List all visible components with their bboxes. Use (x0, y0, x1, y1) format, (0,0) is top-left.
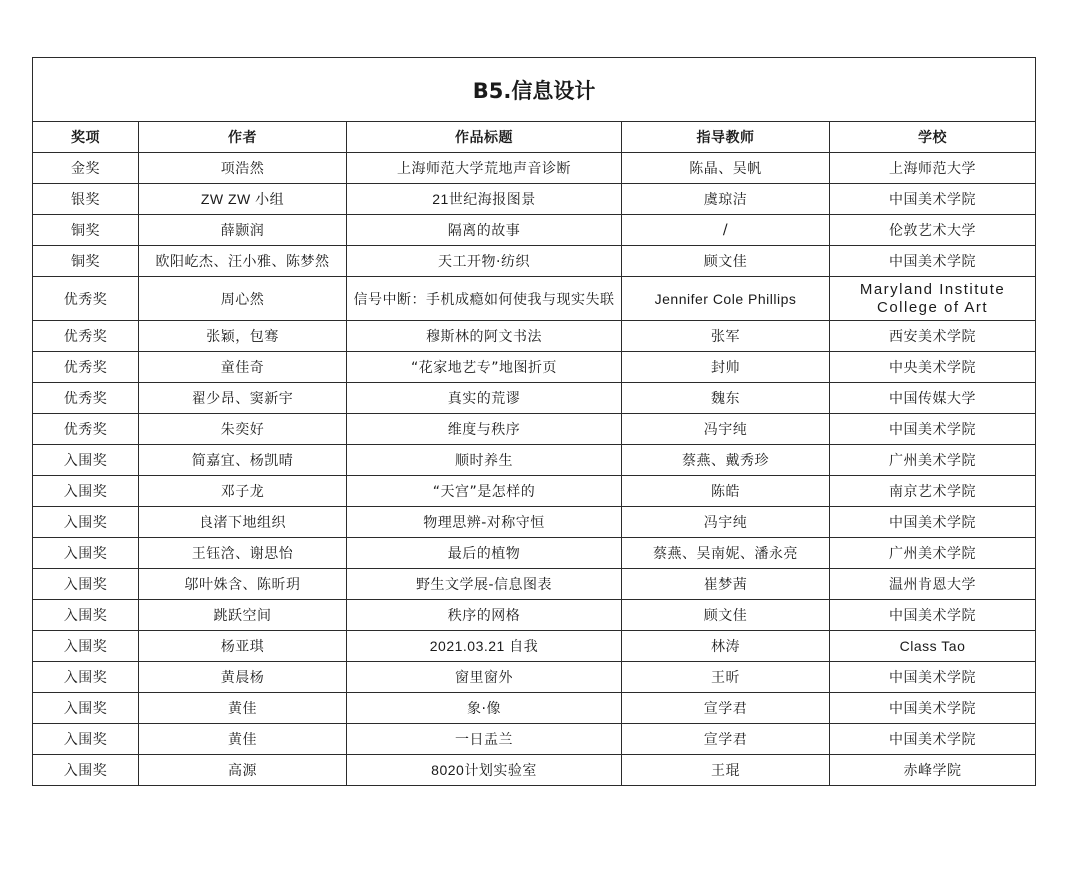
advisor-cell: 林涛 (622, 631, 830, 662)
advisor-cell: 冯宇纯 (622, 507, 830, 538)
table-row (33, 538, 1036, 569)
school-cell: 中央美术学院 (830, 352, 1036, 383)
column-header-author: 作者 (139, 122, 347, 153)
table-row (33, 184, 1036, 215)
awards-sheet (32, 57, 1035, 786)
work-cell: 物理思辨-对称守恒 (347, 507, 622, 538)
column-header-award: 奖项 (33, 122, 139, 153)
award-cell: 入围奖 (33, 445, 139, 476)
award-cell: 优秀奖 (33, 277, 139, 321)
school-cell: Class Tao (830, 631, 1036, 662)
work-cell: 维度与秩序 (347, 414, 622, 445)
award-cell: 银奖 (33, 184, 139, 215)
award-cell: 入围奖 (33, 507, 139, 538)
author-cell: 薛颢润 (139, 215, 347, 246)
table-row (33, 383, 1036, 414)
school-line-2: College of Art (876, 298, 989, 316)
advisor-cell: 魏东 (622, 383, 830, 414)
school-cell: 南京艺术学院 (830, 476, 1036, 507)
table-row (33, 476, 1036, 507)
advisor-cell: 崔梦茜 (622, 569, 830, 600)
school-cell: 中国美术学院 (830, 693, 1036, 724)
advisor-cell: 顾文佳 (622, 600, 830, 631)
work-cell: 一日盂兰 (347, 724, 622, 755)
advisor-cell: 宣学君 (622, 724, 830, 755)
school-cell: 广州美术学院 (830, 538, 1036, 569)
advisor-cell: / (622, 215, 830, 246)
author-cell: 翟少昂、窦新宇 (139, 383, 347, 414)
table-row (33, 693, 1036, 724)
work-cell: 真实的荒谬 (347, 383, 622, 414)
author-cell: 邬叶姝含、陈昕玥 (139, 569, 347, 600)
school-cell: 中国美术学院 (830, 507, 1036, 538)
table-row (33, 277, 1036, 321)
table-row (33, 215, 1036, 246)
award-cell: 金奖 (33, 153, 139, 184)
work-cell: 信号中断：手机成瘾如何使我与现实失联 (347, 277, 622, 321)
author-cell: 黄佳 (139, 724, 347, 755)
table-row (33, 246, 1036, 277)
table-row (33, 569, 1036, 600)
school-cell: 西安美术学院 (830, 321, 1036, 352)
work-cell: “花家地艺专”地图折页 (347, 352, 622, 383)
award-cell: 优秀奖 (33, 352, 139, 383)
advisor-cell: Jennifer Cole Phillips (622, 277, 830, 321)
advisor-cell: 顾文佳 (622, 246, 830, 277)
table-row (33, 631, 1036, 662)
author-cell: 王钰浛、谢思怡 (139, 538, 347, 569)
table-row (33, 662, 1036, 693)
school-cell: 中国传媒大学 (830, 383, 1036, 414)
school-cell: 中国美术学院 (830, 662, 1036, 693)
award-cell: 优秀奖 (33, 383, 139, 414)
table-row (33, 507, 1036, 538)
author-cell: 张颖，包骞 (139, 321, 347, 352)
advisor-cell: 封帅 (622, 352, 830, 383)
work-cell: 隔离的故事 (347, 215, 622, 246)
table-row (33, 600, 1036, 631)
author-cell: ZW ZW 小组 (139, 184, 347, 215)
author-cell: 黄晨杨 (139, 662, 347, 693)
awards-table (32, 57, 1036, 786)
work-cell: 2021.03.21 自我 (347, 631, 622, 662)
award-cell: 入围奖 (33, 724, 139, 755)
author-cell: 杨亚琪 (139, 631, 347, 662)
award-cell: 入围奖 (33, 693, 139, 724)
award-cell: 优秀奖 (33, 414, 139, 445)
column-header-school: 学校 (830, 122, 1036, 153)
table-row (33, 153, 1036, 184)
table-row (33, 724, 1036, 755)
author-cell: 周心然 (139, 277, 347, 321)
advisor-cell: 王昕 (622, 662, 830, 693)
advisor-cell: 陈皓 (622, 476, 830, 507)
award-cell: 铜奖 (33, 246, 139, 277)
work-cell: 窗里窗外 (347, 662, 622, 693)
school-cell (830, 277, 1036, 321)
advisor-cell: 冯宇纯 (622, 414, 830, 445)
author-cell: 黄佳 (139, 693, 347, 724)
award-cell: 入围奖 (33, 476, 139, 507)
work-cell: “天宫”是怎样的 (347, 476, 622, 507)
school-cell: 中国美术学院 (830, 184, 1036, 215)
author-cell: 邓子龙 (139, 476, 347, 507)
table-row (33, 445, 1036, 476)
school-cell: 赤峰学院 (830, 755, 1036, 786)
author-cell: 跳跃空间 (139, 600, 347, 631)
advisor-cell: 张军 (622, 321, 830, 352)
school-cell: 广州美术学院 (830, 445, 1036, 476)
author-cell: 项浩然 (139, 153, 347, 184)
table-row (33, 352, 1036, 383)
header-row (33, 122, 1036, 153)
award-cell: 入围奖 (33, 569, 139, 600)
school-cell: 中国美术学院 (830, 724, 1036, 755)
work-cell: 最后的植物 (347, 538, 622, 569)
work-cell: 象·像 (347, 693, 622, 724)
advisor-cell: 蔡燕、戴秀珍 (622, 445, 830, 476)
advisor-cell: 蔡燕、吴南妮、潘永亮 (622, 538, 830, 569)
award-cell: 铜奖 (33, 215, 139, 246)
author-cell: 良渚下地组织 (139, 507, 347, 538)
work-cell: 顺时养生 (347, 445, 622, 476)
column-header-work: 作品标题 (347, 122, 622, 153)
author-cell: 高源 (139, 755, 347, 786)
award-cell: 入围奖 (33, 600, 139, 631)
work-cell: 21世纪海报图景 (347, 184, 622, 215)
work-cell: 8020计划实验室 (347, 755, 622, 786)
school-cell: 伦敦艺术大学 (830, 215, 1036, 246)
work-cell: 天工开物·纺织 (347, 246, 622, 277)
work-cell: 野生文学展-信息图表 (347, 569, 622, 600)
table-title: B5.信息设计 (33, 58, 1036, 122)
table-row (33, 755, 1036, 786)
school-cell: 温州肯恩大学 (830, 569, 1036, 600)
table-row (33, 321, 1036, 352)
work-cell: 穆斯林的阿文书法 (347, 321, 622, 352)
school-line-1: Maryland Institute (859, 280, 1006, 298)
award-cell: 入围奖 (33, 662, 139, 693)
school-cell: 中国美术学院 (830, 414, 1036, 445)
author-cell: 朱奕好 (139, 414, 347, 445)
school-cell: 上海师范大学 (830, 153, 1036, 184)
advisor-cell: 王琨 (622, 755, 830, 786)
school-cell: 中国美术学院 (830, 246, 1036, 277)
advisor-cell: 宣学君 (622, 693, 830, 724)
advisor-cell: 陈晶、吴帆 (622, 153, 830, 184)
advisor-cell: 虞琼洁 (622, 184, 830, 215)
author-cell: 欧阳屹杰、汪小雅、陈梦然 (139, 246, 347, 277)
author-cell: 简嘉宜、杨凯晴 (139, 445, 347, 476)
award-cell: 入围奖 (33, 631, 139, 662)
award-cell: 优秀奖 (33, 321, 139, 352)
work-cell: 秩序的网格 (347, 600, 622, 631)
school-cell: 中国美术学院 (830, 600, 1036, 631)
award-cell: 入围奖 (33, 538, 139, 569)
table-row (33, 414, 1036, 445)
work-cell: 上海师范大学荒地声音诊断 (347, 153, 622, 184)
column-header-advisor: 指导教师 (622, 122, 830, 153)
award-cell: 入围奖 (33, 755, 139, 786)
author-cell: 童佳奇 (139, 352, 347, 383)
